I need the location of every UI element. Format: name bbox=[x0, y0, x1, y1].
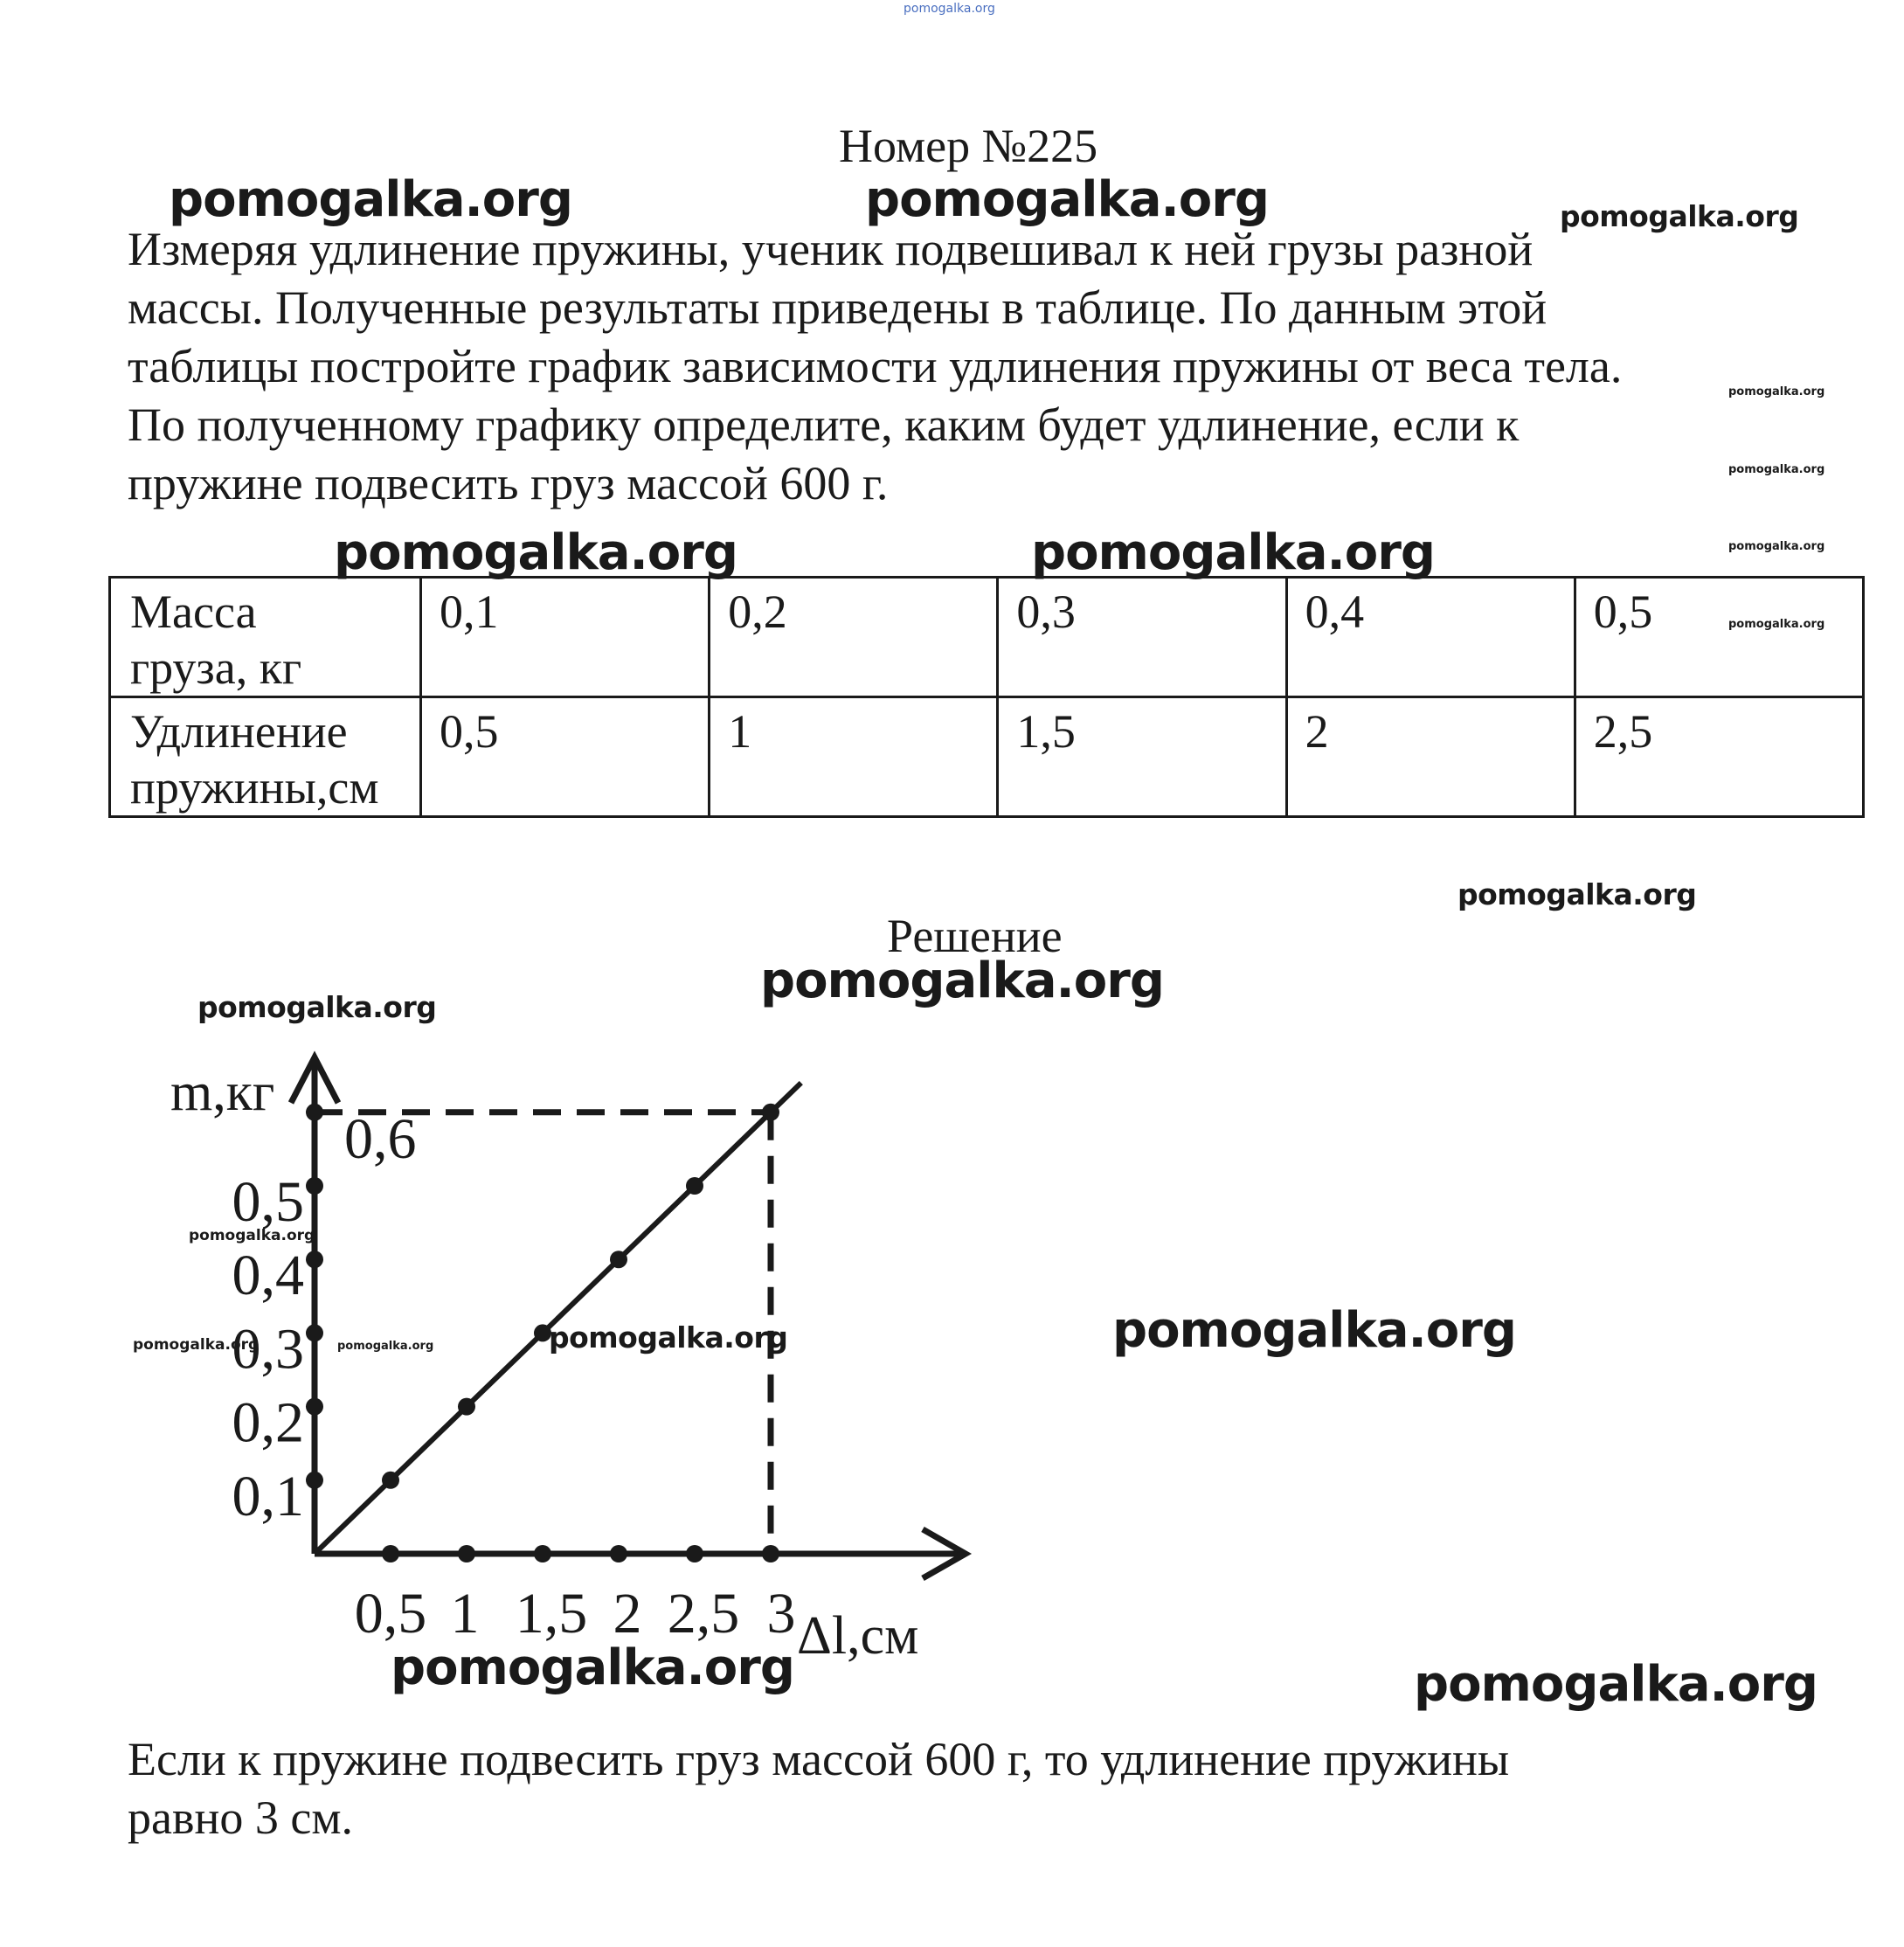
tick-labels bbox=[170, 1063, 918, 1666]
watermark: pomogalka.org bbox=[1560, 199, 1799, 233]
row-header-mass: Масса груза, кг bbox=[110, 578, 421, 697]
problem-line: Измеряя удлинение пружины, ученик подвешивал к ней грузы разной bbox=[128, 223, 1534, 275]
watermark: pomogalka.org bbox=[1112, 1302, 1516, 1359]
problem-line: таблицы постройте график зависимости удлинения пружины от веса тела. bbox=[128, 340, 1623, 392]
x-tick bbox=[686, 1545, 703, 1562]
page-title: Номер №225 bbox=[839, 120, 1098, 172]
watermark: pomogalka.org bbox=[1728, 463, 1825, 476]
answer-text bbox=[128, 1730, 1858, 1847]
table-cell: 1 bbox=[710, 697, 998, 817]
watermark: pomogalka.org bbox=[1031, 524, 1435, 581]
watermark: pomogalka.org bbox=[169, 171, 572, 228]
guide-point bbox=[762, 1104, 779, 1121]
data-point bbox=[610, 1251, 627, 1268]
watermark: pomogalka.org bbox=[904, 2, 995, 16]
watermark: pomogalka.org bbox=[189, 1227, 315, 1244]
watermark: pomogalka.org bbox=[1728, 540, 1825, 553]
table-cell: 0,2 bbox=[710, 578, 998, 697]
y-tick-label: 0,4 bbox=[232, 1244, 304, 1308]
answer-line: равно 3 см. bbox=[128, 1791, 354, 1844]
x-axis-label: Δl,см bbox=[797, 1606, 919, 1666]
y-tick bbox=[306, 1177, 323, 1195]
y-tick-label: 0,5 bbox=[232, 1170, 304, 1234]
problem-line: массы. Полученные результаты приведены в таблице. По данным этой bbox=[128, 281, 1547, 334]
table-cell: 0,3 bbox=[998, 578, 1286, 697]
table-cell: 0,1 bbox=[421, 578, 710, 697]
watermark: pomogalka.org bbox=[391, 1639, 794, 1696]
watermark: pomogalka.org bbox=[334, 524, 737, 581]
x-tick-label: 2,5 bbox=[667, 1582, 740, 1646]
watermark: pomogalka.org bbox=[549, 1320, 788, 1355]
answer-line: Если к пружине подвесить груз массой 600 г, то удлинение пружины bbox=[128, 1733, 1510, 1785]
data-point bbox=[382, 1472, 399, 1489]
y-tick bbox=[306, 1251, 323, 1268]
watermark: pomogalka.org bbox=[197, 990, 437, 1024]
x-tick bbox=[762, 1545, 779, 1562]
table-cell: 2 bbox=[1286, 697, 1575, 817]
x-tick-label: 1,5 bbox=[515, 1582, 588, 1646]
problem-line: пружине подвесить груз массой 600 г. bbox=[128, 457, 889, 509]
watermark: pomogalka.org bbox=[133, 1336, 260, 1354]
x-tick bbox=[610, 1545, 627, 1562]
y-tick-label: 0,3 bbox=[232, 1317, 304, 1382]
y-tick bbox=[306, 1324, 323, 1341]
row-header-elongation: Удлинение пружины,см bbox=[110, 697, 421, 817]
y-tick bbox=[306, 1472, 323, 1489]
y-tick-label: 0,1 bbox=[232, 1464, 304, 1528]
watermark: pomogalka.org bbox=[1728, 618, 1825, 631]
watermark: pomogalka.org bbox=[337, 1340, 434, 1353]
table-cell: 0,4 bbox=[1286, 578, 1575, 697]
x-tick bbox=[382, 1545, 399, 1562]
y-tick-label: 0,2 bbox=[232, 1390, 304, 1455]
x-tick bbox=[534, 1545, 551, 1562]
y-tick bbox=[306, 1104, 323, 1121]
data-point bbox=[458, 1398, 475, 1416]
watermark: pomogalka.org bbox=[865, 171, 1269, 228]
x-tick-label: 1 bbox=[450, 1582, 480, 1646]
x-tick-label: 2 bbox=[613, 1582, 642, 1646]
table-cell: 1,5 bbox=[998, 697, 1286, 817]
watermark: pomogalka.org bbox=[760, 953, 1164, 1009]
table-cell: 2,5 bbox=[1575, 697, 1863, 817]
x-tick-label: 3 bbox=[766, 1582, 796, 1646]
watermark: pomogalka.org bbox=[1457, 877, 1697, 911]
y-axis-label: m,кг bbox=[170, 1063, 275, 1122]
y-tick-label: 0,6 bbox=[344, 1106, 417, 1171]
table-cell: 0,5 bbox=[1575, 578, 1863, 697]
table-cell: 0,5 bbox=[421, 697, 710, 817]
x-tick bbox=[458, 1545, 475, 1562]
watermark: pomogalka.org bbox=[1414, 1656, 1817, 1713]
x-tick-label: 0,5 bbox=[354, 1582, 427, 1646]
watermark: pomogalka.org bbox=[1728, 385, 1825, 398]
data-point bbox=[686, 1177, 703, 1195]
problem-line: По полученному графику определите, каким будет удлинение, если к bbox=[128, 398, 1520, 451]
solution-title: Решение bbox=[887, 910, 1063, 962]
y-tick bbox=[306, 1398, 323, 1416]
